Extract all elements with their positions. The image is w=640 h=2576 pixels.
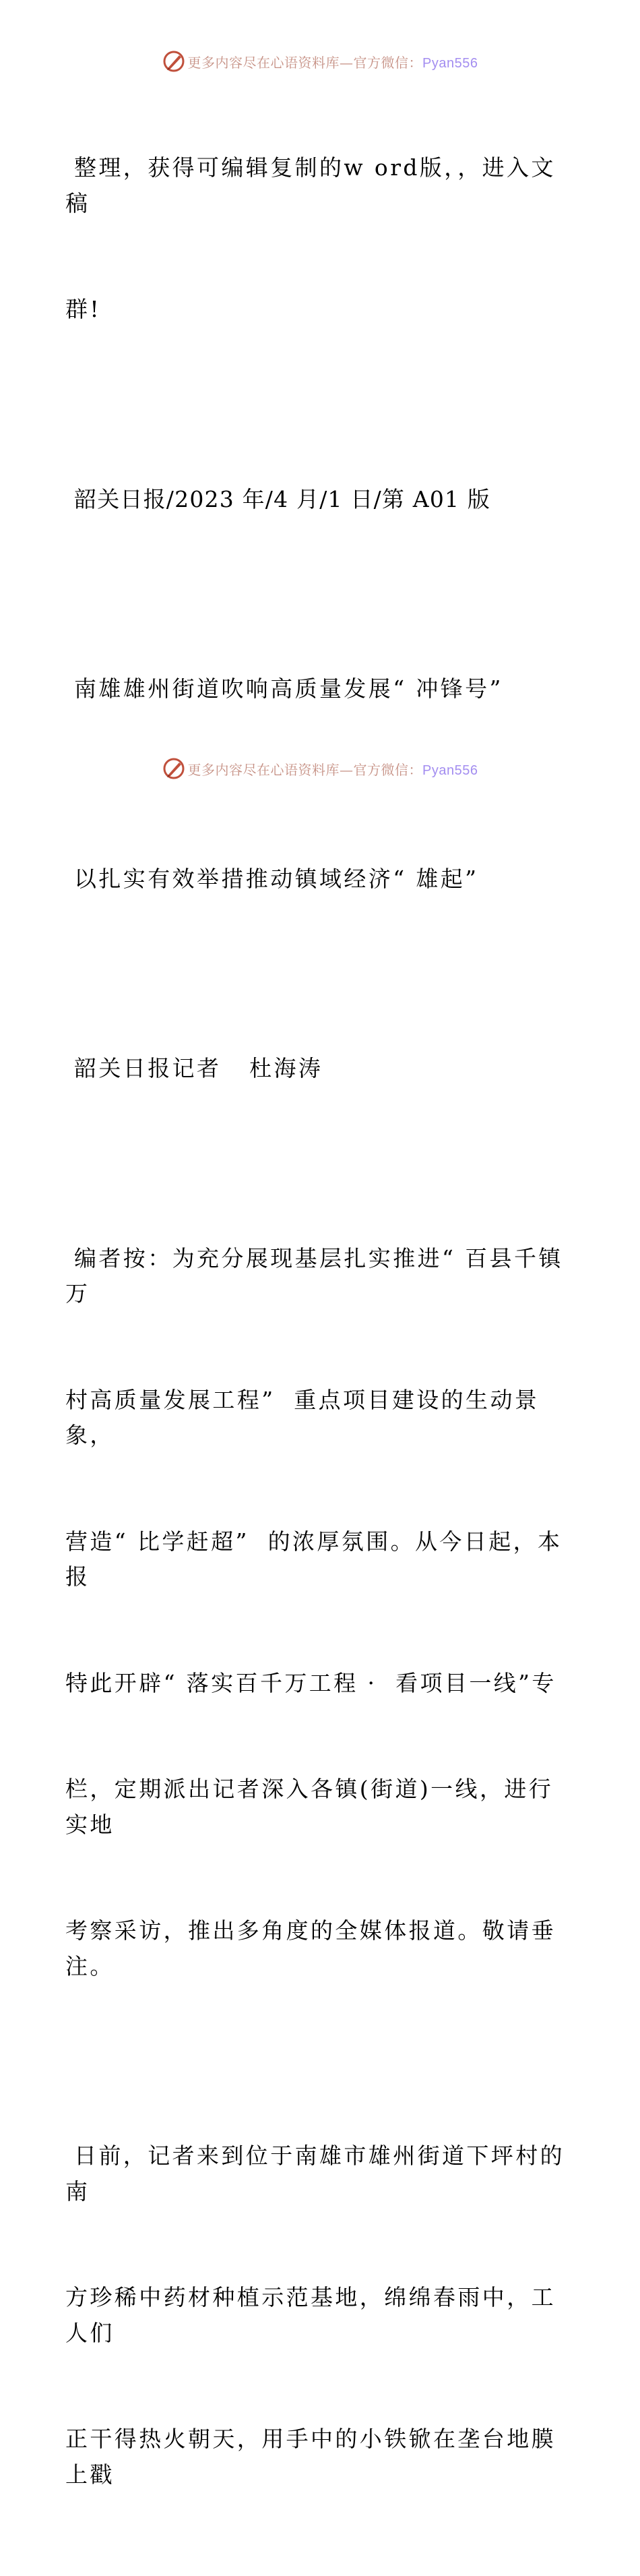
- watermark-text: 更多内容尽在心语资料库—官方微信：Pyan556: [187, 761, 478, 778]
- paragraph-editor-note: 编者按：为充分展现基层扎实推进“ 百县千镇万 村高质量发展工程” 重点项目建设的生动景象， 营造“ 比学赶超” 的浓厚氛围。从今日起，本报 特此开辟“ 落实百千万工程 · 看项目一线”专 栏，定期派出记者深入各镇(街道)一线，进行实地 考察采访，推出多角度的全媒体报道。敬请垂注。: [65, 1245, 563, 1979]
- paragraph-source: 韶关日报/2023 年/4 月/1 日/第 A01 版: [74, 485, 491, 512]
- paragraph-body: 日前，记者来到位于南雄市雄州街道下坪村的南 方珍稀中药材种植示范基地，绵绵春雨中，工人们 正干得热火朝天，用手中的小铁锨在垄台地膜上戳: [65, 2143, 565, 2488]
- watermark-header: [0, 48, 640, 75]
- watermark-footer: [0, 755, 640, 782]
- wechat-id: Pyan556: [422, 762, 478, 778]
- paragraph-subheadline: 以扎实有效举措推动镇域经济“ 雄起”: [74, 865, 479, 892]
- pen-logo-icon: [162, 757, 185, 780]
- watermark-text: 更多内容尽在心语资料库—官方微信：Pyan556: [187, 54, 478, 71]
- pen-logo-icon: [162, 50, 185, 73]
- document-body: [65, 80, 577, 2576]
- paragraph-intro: 整理，获得可编辑复制的w ord版，，进入文稿 群!: [65, 154, 556, 322]
- paragraph-headline: 南雄雄州街道吹响高质量发展“ 冲锋号”: [74, 676, 503, 702]
- wechat-id: Pyan556: [422, 55, 478, 71]
- paragraph-byline: 韶关日报记者 杜海涛: [74, 1055, 323, 1081]
